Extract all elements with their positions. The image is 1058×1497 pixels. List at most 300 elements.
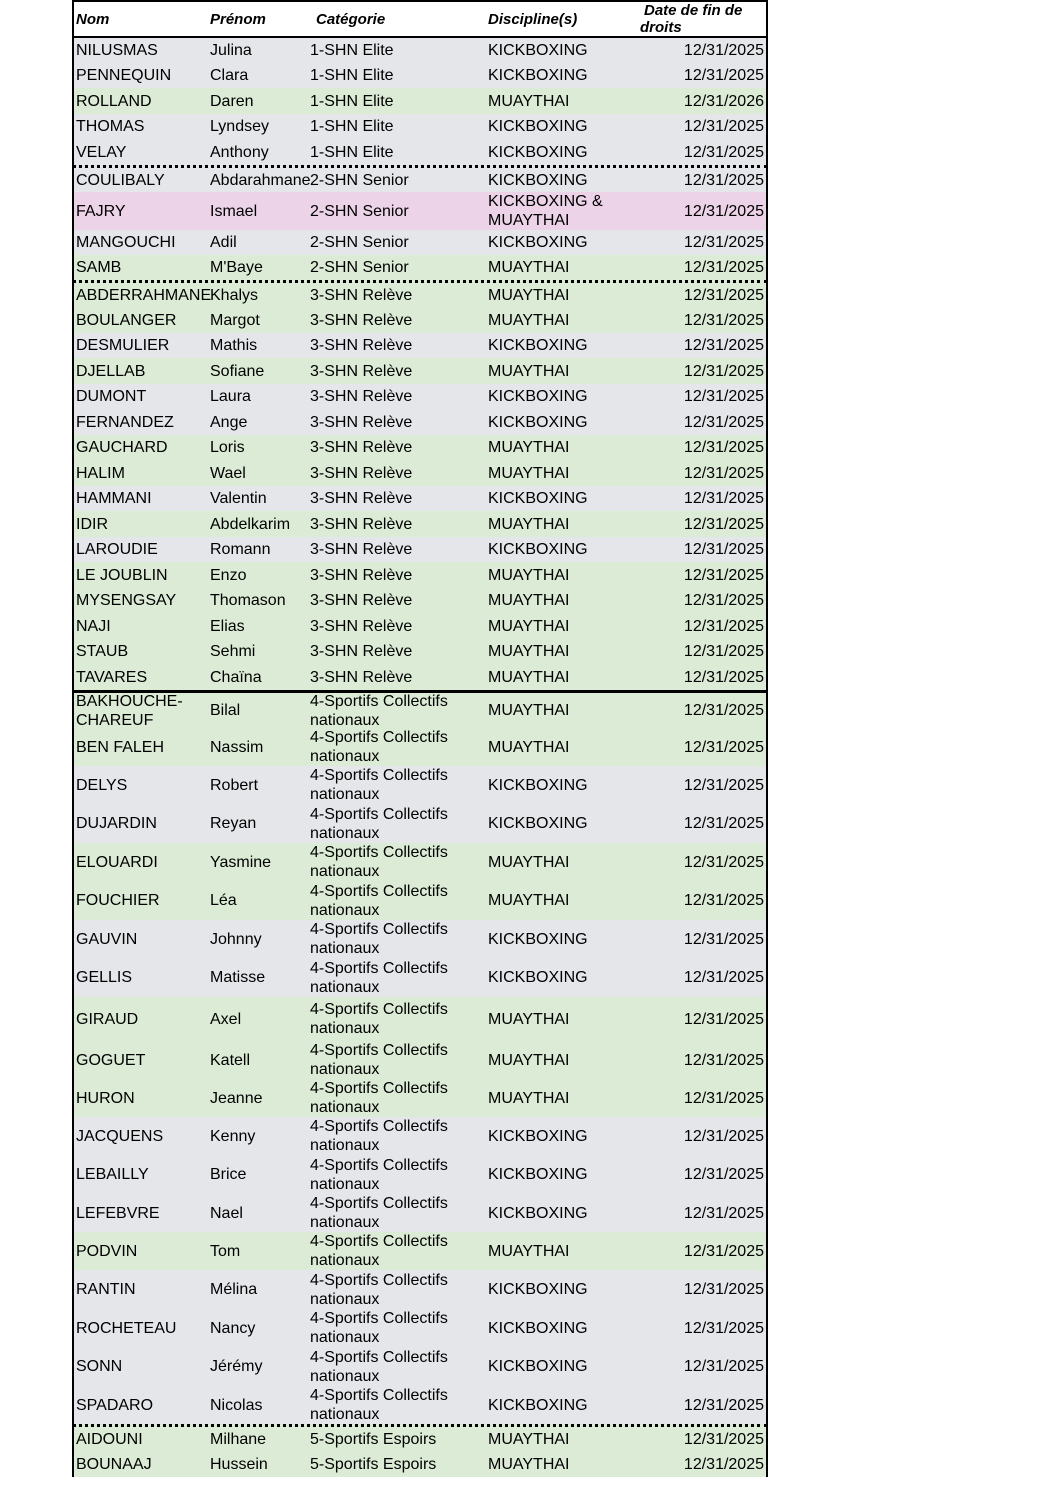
cell-prenom-text: M'Baye [210, 259, 263, 276]
cell-date-text: 12/31/2025 [683, 1396, 764, 1414]
cell-discipline-text: KICKBOXING [488, 388, 588, 405]
cell-categorie-text-line2: nationaux [310, 1329, 380, 1346]
cell-date [644, 192, 764, 230]
cell-nom [76, 283, 210, 307]
cell-prenom-text: Romann [210, 541, 271, 558]
cell-date-text: 12/31/2025 [683, 566, 764, 584]
cell-categorie-text: 4-Sportifs Collectifs [310, 1156, 448, 1174]
cell-categorie [310, 562, 486, 588]
cell-date [644, 639, 764, 664]
cell-date-text: 12/31/2025 [683, 286, 764, 304]
cell-date-text: 12/31/2025 [683, 1204, 764, 1222]
cell-prenom-text: Chaïna [210, 668, 262, 686]
cell-prenom [210, 1386, 310, 1424]
cell-date-text: 12/31/2025 [683, 617, 764, 635]
cell-nom-text: STAUB [76, 643, 129, 660]
table-row [72, 307, 768, 333]
cell-date-text: 12/31/2025 [683, 464, 764, 482]
cell-categorie-text: 1-SHN Elite [310, 42, 394, 59]
cell-prenom [210, 1452, 310, 1477]
cell-prenom [210, 1155, 310, 1194]
cell-date [644, 664, 764, 690]
cell-discipline [488, 728, 648, 766]
cell-categorie-text: 3-SHN Relève [310, 668, 413, 686]
cell-categorie-text: 3-SHN Relève [310, 388, 413, 405]
cell-categorie [310, 358, 486, 384]
table-row [72, 690, 768, 728]
cell-discipline [488, 333, 648, 358]
cell-prenom [210, 728, 310, 766]
table-row [72, 1309, 768, 1347]
cell-categorie [310, 230, 486, 255]
cell-prenom-text: Abdarahmane [210, 171, 311, 189]
cell-categorie [310, 168, 486, 192]
cell-prenom [210, 1427, 310, 1452]
cell-nom-text: GAUCHARD [76, 439, 168, 456]
cell-nom [76, 1452, 210, 1477]
cell-prenom [210, 38, 310, 63]
cell-prenom [210, 958, 310, 997]
cell-prenom-text: Abdelkarim [210, 515, 291, 533]
cell-discipline-text: KICKBOXING [488, 1396, 588, 1414]
cell-categorie-text-line2: nationaux [310, 1020, 380, 1037]
cell-date-text: 12/31/2025 [683, 643, 764, 660]
cell-prenom-text: Laura [210, 388, 251, 405]
cell-discipline-text: MUAYTHAI [488, 853, 570, 871]
cell-nom-text: FOUCHIER [76, 892, 160, 909]
cell-categorie-text-line2: nationaux [310, 940, 380, 957]
cell-nom-text: JACQUENS [76, 1127, 164, 1145]
cell-prenom [210, 1347, 310, 1386]
cell-discipline-text: KICKBOXING [488, 1281, 588, 1298]
cell-categorie-text-line2: nationaux [310, 1252, 380, 1269]
cell-date-text: 12/31/2025 [683, 702, 764, 719]
cell-date-text: 12/31/2025 [683, 362, 764, 380]
cell-categorie [310, 1155, 486, 1194]
cell-date-text: 12/31/2025 [683, 311, 764, 329]
cell-date [644, 1347, 764, 1386]
table-row [72, 280, 768, 307]
table-row [72, 1347, 768, 1386]
cell-discipline [488, 881, 648, 920]
cell-prenom [210, 1041, 310, 1079]
cell-prenom [210, 843, 310, 881]
cell-categorie [310, 1270, 486, 1309]
cell-date-text: 12/31/2025 [683, 143, 764, 161]
cell-nom [76, 435, 210, 460]
cell-nom [76, 728, 210, 766]
table-row [72, 639, 768, 664]
table-row [72, 958, 768, 997]
cell-discipline [488, 384, 648, 409]
table-row [72, 486, 768, 511]
cell-nom [76, 881, 210, 920]
cell-discipline-text-line2: MUAYTHAI [488, 212, 570, 229]
table-row [72, 920, 768, 958]
cell-nom-text: HAMMANI [76, 490, 152, 507]
cell-prenom-text: Daren [210, 92, 254, 110]
cell-prenom-text: Clara [210, 67, 249, 84]
table-row [72, 1424, 768, 1452]
cell-discipline [488, 1270, 648, 1309]
cell-categorie [310, 139, 486, 165]
cell-prenom [210, 63, 310, 88]
cell-categorie-text-line2: nationaux [310, 711, 380, 729]
cell-discipline-text: MUAYTHAI [488, 515, 570, 533]
cell-date [644, 88, 764, 114]
cell-nom-text: AIDOUNI [76, 1431, 143, 1448]
cell-date [644, 1041, 764, 1079]
cell-date-text: 12/31/2025 [683, 202, 764, 220]
cell-prenom [210, 639, 310, 664]
cell-discipline [488, 843, 648, 881]
cell-discipline-text: KICKBOXING [488, 1166, 588, 1183]
cell-prenom-text: Mathis [210, 337, 258, 354]
cell-nom [76, 588, 210, 613]
cell-discipline [488, 1347, 648, 1386]
cell-prenom [210, 255, 310, 280]
cell-nom-text: NAJI [76, 617, 111, 635]
cell-prenom-text: Loris [210, 439, 245, 456]
cell-discipline-text: MUAYTHAI [488, 1456, 570, 1473]
cell-categorie [310, 1427, 486, 1452]
cell-date-text: 12/31/2025 [683, 234, 764, 251]
cell-nom [76, 486, 210, 511]
cell-discipline [488, 511, 648, 537]
cell-nom [76, 537, 210, 562]
cell-prenom-text: Nancy [210, 1319, 256, 1337]
cell-prenom-text: Elias [210, 617, 245, 635]
cell-date [644, 1194, 764, 1232]
table-row [72, 63, 768, 88]
cell-date-text: 12/31/2025 [683, 892, 764, 909]
cell-discipline-text: MUAYTHAI [488, 464, 570, 482]
cell-date [644, 1452, 764, 1477]
cell-categorie-text: 3-SHN Relève [310, 464, 413, 482]
cell-nom-text: GAUVIN [76, 930, 138, 948]
table-row [72, 460, 768, 486]
cell-discipline [488, 766, 648, 804]
cell-nom [76, 139, 210, 165]
cell-prenom-text: Enzo [210, 566, 247, 584]
cell-nom-text: GELLIS [76, 969, 133, 986]
cell-date-text: 12/31/2025 [683, 592, 764, 609]
cell-prenom [210, 613, 310, 639]
cell-discipline-text: MUAYTHAI [488, 668, 570, 686]
cell-discipline-text: MUAYTHAI [488, 1089, 570, 1107]
table-row [72, 1386, 768, 1424]
cell-date-text: 12/31/2025 [683, 118, 764, 135]
cell-categorie [310, 588, 486, 613]
cell-nom-text: HALIM [76, 464, 125, 482]
table-row [72, 230, 768, 255]
cell-prenom [210, 588, 310, 613]
cell-categorie-text: 4-Sportifs Collectifs [310, 729, 448, 746]
header-prenom: Prénom [210, 11, 266, 28]
cell-discipline-text: KICKBOXING [488, 337, 588, 354]
cell-prenom-text: Sofiane [210, 362, 265, 380]
cell-discipline [488, 307, 648, 333]
cell-prenom-text: Valentin [210, 490, 267, 507]
cell-date [644, 114, 764, 139]
cell-discipline-text: MUAYTHAI [488, 702, 570, 719]
cell-categorie [310, 409, 486, 435]
table-row [72, 165, 768, 192]
cell-discipline [488, 114, 648, 139]
cell-categorie-text: 3-SHN Relève [310, 362, 413, 380]
cell-nom [76, 384, 210, 409]
cell-prenom-text: Yasmine [210, 853, 272, 871]
cell-categorie [310, 435, 486, 460]
cell-discipline-text: KICKBOXING [488, 541, 588, 558]
cell-nom-text: LEFEBVRE [76, 1204, 160, 1222]
cell-categorie-text: 4-Sportifs Collectifs [310, 1387, 448, 1404]
table-row [72, 804, 768, 843]
cell-prenom [210, 435, 310, 460]
cell-discipline [488, 88, 648, 114]
cell-date-text: 12/31/2025 [683, 776, 764, 794]
cell-nom-text: FERNANDEZ [76, 413, 174, 431]
cell-discipline-text: KICKBOXING [488, 118, 588, 135]
cell-nom-text: PODVIN [76, 1242, 138, 1260]
cell-categorie [310, 1041, 486, 1079]
cell-discipline [488, 664, 648, 690]
header-nom: Nom [76, 11, 110, 28]
cell-date-text: 12/31/2025 [683, 541, 764, 558]
cell-date-text: 12/31/2025 [683, 259, 764, 276]
cell-categorie-text: 5-Sportifs Espoirs [310, 1456, 437, 1473]
cell-nom-text: SONN [76, 1358, 123, 1375]
cell-discipline [488, 1386, 648, 1424]
cell-discipline [488, 1452, 648, 1477]
cell-categorie [310, 881, 486, 920]
table-row [72, 881, 768, 920]
cell-prenom [210, 920, 310, 958]
cell-date-text: 12/31/2025 [683, 1358, 764, 1375]
cell-nom-text: ELOUARDI [76, 853, 158, 871]
cell-date [644, 920, 764, 958]
table-row [72, 664, 768, 690]
cell-discipline [488, 920, 648, 958]
cell-categorie-text: 2-SHN Senior [310, 234, 409, 251]
cell-prenom [210, 1079, 310, 1117]
athletes-table [72, 0, 768, 1477]
table-row [72, 88, 768, 114]
cell-nom-text: THOMAS [76, 118, 145, 135]
cell-nom [76, 1232, 210, 1270]
table-row [72, 511, 768, 537]
cell-categorie [310, 664, 486, 690]
header-date-line1: Date de fin de [644, 2, 743, 19]
cell-categorie [310, 920, 486, 958]
cell-date [644, 1079, 764, 1117]
cell-categorie-text-line2: nationaux [310, 1290, 380, 1308]
cell-categorie [310, 88, 486, 114]
cell-discipline-text: KICKBOXING [488, 413, 588, 431]
cell-prenom-text: Ismael [210, 202, 258, 220]
cell-discipline [488, 1041, 648, 1079]
cell-nom [76, 358, 210, 384]
cell-categorie-text: 3-SHN Relève [310, 286, 413, 304]
cell-nom-text: FAJRY [76, 202, 126, 220]
cell-prenom [210, 1232, 310, 1270]
cell-categorie-text-line2: nationaux [310, 786, 380, 803]
cell-date [644, 63, 764, 88]
header-categorie: Catégorie [316, 11, 386, 28]
cell-nom-text: MANGOUCHI [76, 234, 176, 251]
cell-prenom [210, 88, 310, 114]
cell-categorie-text: 4-Sportifs Collectifs [310, 882, 448, 900]
cell-prenom [210, 168, 310, 192]
cell-discipline-text: MUAYTHAI [488, 311, 570, 329]
cell-date-text: 12/31/2025 [683, 930, 764, 948]
cell-prenom-text: Johnny [210, 930, 262, 948]
cell-nom [76, 997, 210, 1041]
cell-categorie-text: 4-Sportifs Collectifs [310, 1195, 448, 1212]
cell-nom-text: LEBAILLY [76, 1166, 149, 1183]
cell-nom-text: RANTIN [76, 1281, 136, 1298]
cell-categorie-text: 1-SHN Elite [310, 92, 394, 110]
cell-nom-text: BOUNAAJ [76, 1456, 152, 1473]
cell-categorie [310, 1309, 486, 1347]
cell-categorie-text: 3-SHN Relève [310, 515, 413, 533]
cell-discipline-text: MUAYTHAI [488, 1242, 570, 1260]
cell-discipline-text: KICKBOXING [488, 1358, 588, 1375]
cell-categorie [310, 958, 486, 997]
cell-prenom-text: Milhane [210, 1431, 267, 1448]
table-row [72, 1270, 768, 1309]
cell-prenom [210, 460, 310, 486]
cell-discipline-text: KICKBOXING & [488, 193, 603, 210]
cell-discipline [488, 1309, 648, 1347]
cell-prenom [210, 997, 310, 1041]
cell-date-text: 12/31/2025 [683, 1127, 764, 1145]
cell-categorie [310, 997, 486, 1041]
cell-date [644, 613, 764, 639]
cell-discipline [488, 1155, 648, 1194]
table-row [72, 997, 768, 1041]
cell-categorie-text: 5-Sportifs Espoirs [310, 1431, 437, 1448]
cell-date [644, 358, 764, 384]
cell-categorie-text: 4-Sportifs Collectifs [310, 805, 448, 823]
cell-categorie [310, 1232, 486, 1270]
cell-prenom-text: Kenny [210, 1127, 256, 1145]
cell-prenom-text: Bilal [210, 702, 241, 719]
cell-nom-text: MYSENGSAY [76, 592, 177, 609]
cell-prenom [210, 537, 310, 562]
cell-categorie [310, 333, 486, 358]
cell-categorie [310, 728, 486, 766]
cell-discipline [488, 460, 648, 486]
cell-discipline-text: KICKBOXING [488, 969, 588, 986]
table-row [72, 588, 768, 613]
cell-categorie-text-line2: nationaux [310, 824, 380, 842]
cell-nom-text: HURON [76, 1089, 135, 1107]
cell-categorie [310, 804, 486, 843]
cell-discipline [488, 1194, 648, 1232]
cell-date [644, 333, 764, 358]
cell-categorie [310, 843, 486, 881]
cell-categorie [310, 486, 486, 511]
cell-discipline [488, 255, 648, 280]
cell-date-text: 12/31/2026 [683, 92, 764, 110]
table-row [72, 766, 768, 804]
cell-nom-text: ABDERRAHMANE [76, 286, 212, 304]
table-row [72, 384, 768, 409]
cell-nom [76, 409, 210, 435]
cell-date-text: 12/31/2025 [683, 1281, 764, 1298]
header-date-line2: droits [640, 19, 682, 36]
table-row [72, 333, 768, 358]
cell-nom [76, 613, 210, 639]
cell-discipline [488, 139, 648, 165]
cell-prenom [210, 230, 310, 255]
cell-discipline-text: MUAYTHAI [488, 362, 570, 380]
cell-date-text: 12/31/2025 [683, 668, 764, 686]
cell-date [644, 283, 764, 307]
cell-prenom-text: Nicolas [210, 1396, 263, 1414]
cell-nom [76, 1427, 210, 1452]
cell-prenom [210, 1309, 310, 1347]
cell-discipline-text: MUAYTHAI [488, 617, 570, 635]
cell-prenom [210, 1270, 310, 1309]
table-row [72, 114, 768, 139]
cell-categorie-text: 4-Sportifs Collectifs [310, 1348, 448, 1366]
table-row [72, 1155, 768, 1194]
cell-nom-text: LAROUDIE [76, 541, 158, 558]
cell-nom-text: GIRAUD [76, 1010, 139, 1028]
cell-discipline [488, 588, 648, 613]
cell-prenom [210, 766, 310, 804]
cell-nom-text: PENNEQUIN [76, 67, 172, 84]
cell-nom [76, 1386, 210, 1424]
cell-date-text: 12/31/2025 [683, 1010, 764, 1028]
cell-categorie [310, 460, 486, 486]
cell-categorie-text-line2: nationaux [310, 1137, 380, 1154]
cell-discipline-text: MUAYTHAI [488, 592, 570, 609]
cell-categorie [310, 1117, 486, 1155]
cell-categorie-text-line2: nationaux [310, 1175, 380, 1193]
cell-discipline [488, 1232, 648, 1270]
cell-date [644, 1270, 764, 1309]
cell-nom-text: COULIBALY [76, 171, 165, 189]
cell-discipline [488, 63, 648, 88]
cell-prenom [210, 283, 310, 307]
cell-nom-text: VELAY [76, 143, 127, 161]
cell-discipline-text: KICKBOXING [488, 1127, 588, 1145]
cell-date-text: 12/31/2025 [683, 1456, 764, 1473]
cell-nom [76, 307, 210, 333]
table-row [72, 255, 768, 280]
cell-discipline [488, 562, 648, 588]
cell-nom [76, 804, 210, 843]
table-row [72, 1194, 768, 1232]
cell-discipline-text: KICKBOXING [488, 171, 588, 189]
cell-nom-text: SPADARO [76, 1396, 154, 1414]
table-body [72, 38, 768, 1477]
cell-categorie [310, 255, 486, 280]
cell-categorie-text: 4-Sportifs Collectifs [310, 1001, 448, 1018]
table-row [72, 409, 768, 435]
cell-nom-text: DELYS [76, 776, 128, 794]
cell-nom [76, 168, 210, 192]
cell-prenom [210, 333, 310, 358]
cell-nom-text: GOGUET [76, 1051, 146, 1069]
cell-prenom [210, 307, 310, 333]
cell-categorie-text: 3-SHN Relève [310, 643, 413, 660]
cell-discipline-text: KICKBOXING [488, 42, 588, 59]
cell-categorie-text-line2: nationaux [310, 1099, 380, 1116]
